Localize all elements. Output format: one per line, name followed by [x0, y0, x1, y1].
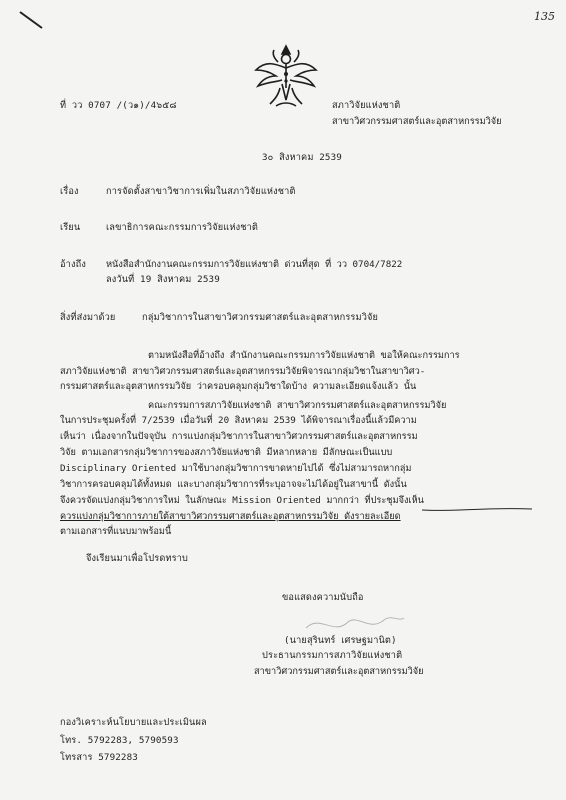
signatory-title-1: ประธานกรรมการสภาวิจัยแห่งชาติ	[262, 650, 403, 661]
org-line-1: สภาวิจัยแห่งชาติ	[332, 100, 401, 111]
body-p2-line-6: วิชาการครอบคลุมได้ทั้งหมด และบางกลุ่มวิชาการที่ระบุอาจจะไม่ได้อยู่ในสาขานี้ ดังนั้น	[60, 479, 407, 490]
footer-telephone: โทร. 5792283, 5790593	[60, 735, 179, 746]
body-p2-line-4: วิจัย ตามเอกสารกลุ่มวิชาการของสภาวิจัยแห่งชาติ มีหลากหลาย มีลักษณะเป็นแบบ	[60, 447, 393, 458]
subject-text: การจัดตั้งสาขาวิชาการเพิ่มในสภาวิจัยแห่งชาติ	[106, 186, 296, 197]
body-p2-line-9: ตามเอกสารที่แนบมาพร้อมนี้	[60, 526, 172, 537]
body-p2-line-5: Disciplinary Oriented มาใช้บางกลุ่มวิชาการขาดหายไปได้ ซึ่งไม่สามารถหากลุ่ม	[60, 463, 412, 474]
signatory-title-2: สาขาวิศวกรรมศาสตร์และอุตสาหกรรมวิจัย	[254, 666, 424, 677]
page-number-mark: 135	[534, 10, 555, 23]
signatory-name: (นายสุรินทร์ เศรษฐมานิต)	[284, 635, 397, 646]
signature-mark	[300, 610, 410, 638]
body-p1-line-1: ตามหนังสือที่อ้างถึง สำนักงานคณะกรรมการวิจัยแห่งชาติ ขอให้คณะกรรมการ	[148, 350, 460, 361]
garuda-emblem-icon	[250, 40, 322, 112]
recipient-label: เรียน	[60, 222, 81, 233]
body-p2-line-3: เห็นว่า เนื่องจากในปัจจุบัน การแบ่งกลุ่มวิชาการในสาขาวิศวกรรมศาสตร์และอุตสาหกรรม	[60, 431, 418, 442]
body-p2-line-8: ควรแบ่งกลุ่มวิชาการภายใต้สาขาวิศวกรรมศาสตร์และอุตสาหกรรมวิจัย ดังรายละเอียด	[60, 511, 401, 522]
footer-department: กองวิเคราะห์นโยบายและประเมินผล	[60, 717, 207, 728]
check-mark-icon	[18, 10, 48, 32]
body-p1-line-2: สภาวิจัยแห่งชาติ สาขาวิศวกรรมศาสตร์และอุตสาหกรรมวิจัยพิจารณากลุ่มวิชาในสาขาวิศว-	[60, 366, 426, 377]
org-line-2: สาขาวิศวกรรมศาสตร์และอุตสาหกรรมวิจัย	[332, 116, 502, 127]
closing-request: จึงเรียนมาเพื่อโปรดทราบ	[86, 553, 189, 564]
enclosure-text: กลุ่มวิชาการในสาขาวิศวกรรมศาสตร์และอุตสาหกรรมวิจัย	[142, 312, 379, 323]
footer-fax: โทรสาร 5792283	[60, 752, 138, 763]
letter-date: 3๐ สิงหาคม 2539	[262, 152, 342, 163]
body-p2-line-1: คณะกรรมการสภาวิจัยแห่งชาติ สาขาวิศวกรรมศาสตร์และอุตสาหกรรมวิจัย	[148, 400, 447, 411]
reference-number: ที่ วว 0707 /(ว๑)/4๖๕๘	[60, 100, 177, 111]
subject-label: เรื่อง	[60, 186, 79, 197]
reference-line-1: หนังสือสำนักงานคณะกรรมการวิจัยแห่งชาติ ด่วนที่สุด ที่ วว 0704/7822	[106, 259, 403, 270]
enclosure-label: สิ่งที่ส่งมาด้วย	[60, 312, 116, 323]
body-p1-line-3: กรรมศาสตร์และอุตสาหกรรมวิจัย ว่าครอบคลุมกลุ่มวิชาใดบ้าง ความละเอียดแจ้งแล้ว นั้น	[60, 381, 417, 392]
closing-salutation: ขอแสดงความนับถือ	[282, 592, 364, 603]
handwritten-underline	[420, 504, 540, 514]
body-p2-line-7: จึงควรจัดแบ่งกลุ่มวิชาการใหม่ ในลักษณะ Mission Oriented มากกว่า ที่ประชุมจึงเห็น	[60, 495, 424, 506]
reference-line-2: ลงวันที่ 19 สิงหาคม 2539	[106, 274, 220, 285]
body-p2-line-2: ในการประชุมครั้งที่ 7/2539 เมื่อวันที่ 20 สิงหาคม 2539 ได้พิจารณาเรื่องนี้แล้วมีความ	[60, 415, 417, 426]
reference-label: อ้างถึง	[60, 259, 86, 270]
recipient-text: เลขาธิการคณะกรรมการวิจัยแห่งชาติ	[106, 222, 259, 233]
